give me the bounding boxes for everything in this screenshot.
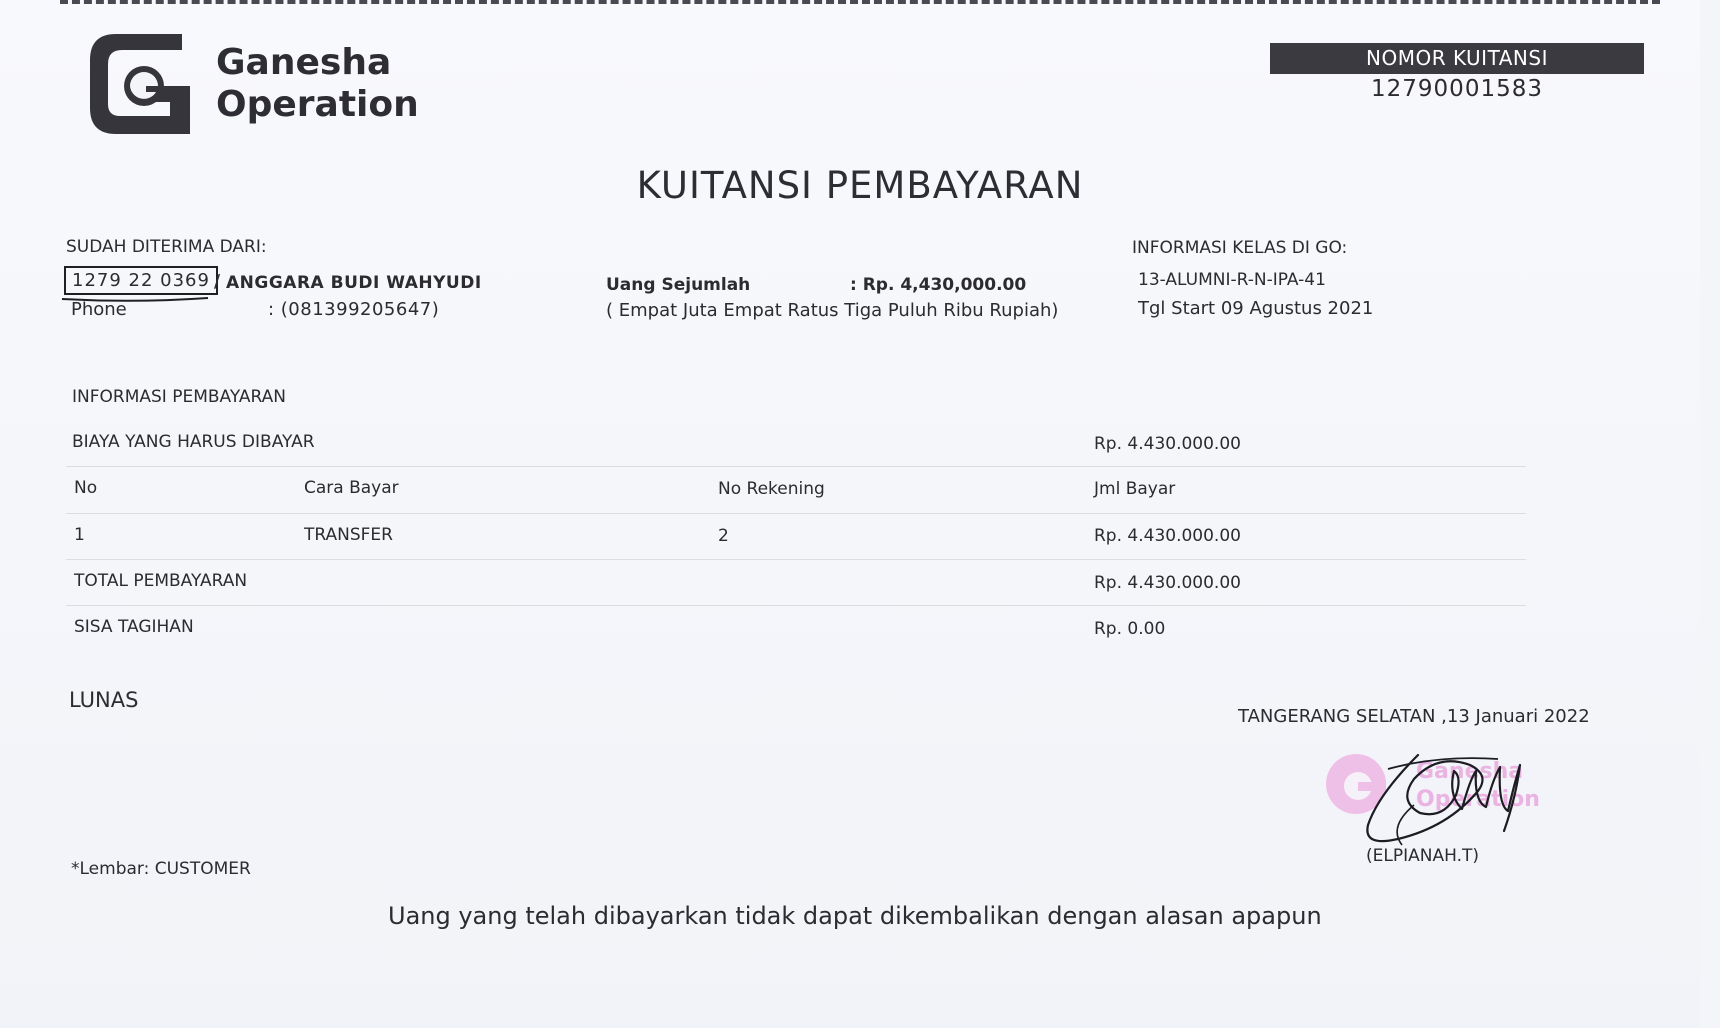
handwritten-signature [1358,735,1530,855]
phone-label: Phone [71,299,127,320]
header-amount: Jml Bayar [1094,479,1176,499]
class-start-date: Tgl Start 09 Agustus 2021 [1138,298,1374,319]
ganesha-logo-icon [86,30,194,138]
phone-value: : (081399205647) [268,299,440,320]
amount-in-words: ( Empat Juta Empat Ratus Tiga Puluh Ribu Rupiah) [606,300,1059,321]
row-divider [66,513,1526,514]
brand-name [216,42,419,126]
footer-note: Uang yang telah dibayarkan tidak dapat dikembalikan dengan alasan apapun [388,902,1322,930]
row-amount: Rp. 4.430.000.00 [1094,526,1241,546]
brand-line-1: Ganesha [216,42,392,83]
row-divider [66,466,1526,467]
total-value: Rp. 4.430.000.00 [1094,573,1241,593]
receipt-number-value: 12790001583 [1371,76,1543,102]
total-label: TOTAL PEMBAYARAN [74,571,248,591]
header-account: No Rekening [718,479,825,499]
customer-name: ANGGARA BUDI WAHYUDI [226,273,482,293]
row-divider [66,559,1526,560]
row-divider [66,605,1526,606]
payment-section-label: INFORMASI PEMBAYARAN [72,387,287,407]
document-title: KUITANSI PEMBAYARAN [636,164,1084,207]
received-from-label: SUDAH DITERIMA DARI: [66,237,267,257]
place-date: TANGERANG SELATAN ,13 Januari 2022 [1238,706,1590,727]
stamp-text-line-1: Ganesha [1416,759,1524,784]
header-no: No [74,478,98,498]
remaining-value: Rp. 0.00 [1094,619,1166,639]
customer-separator: / [214,271,221,292]
row-method: TRANSFER [304,525,393,545]
receipt-number-label: NOMOR KUITANSI [1270,43,1644,74]
brand-line-2: Operation [216,84,419,125]
row-account: 2 [718,526,729,546]
copy-note: *Lembar: CUSTOMER [71,859,251,879]
amount-label: Uang Sejumlah [606,275,751,295]
signatory-name: (ELPIANAH.T) [1366,846,1479,866]
due-value: Rp. 4.430.000.00 [1094,434,1241,454]
header-method: Cara Bayar [304,478,399,498]
perforation-line [60,0,1660,4]
remaining-label: SISA TAGIHAN [74,617,194,637]
stamp-text-line-2: Operation [1416,787,1540,812]
amount-value: : Rp. 4,430,000.00 [850,275,1027,295]
customer-id: 1279 22 0369 [64,266,218,295]
class-info-label: INFORMASI KELAS DI GO: [1132,238,1348,258]
row-no: 1 [74,525,85,545]
class-code: 13-ALUMNI-R-N-IPA-41 [1138,270,1326,290]
payment-status: LUNAS [69,688,139,712]
due-label: BIAYA YANG HARUS DIBAYAR [72,432,315,452]
